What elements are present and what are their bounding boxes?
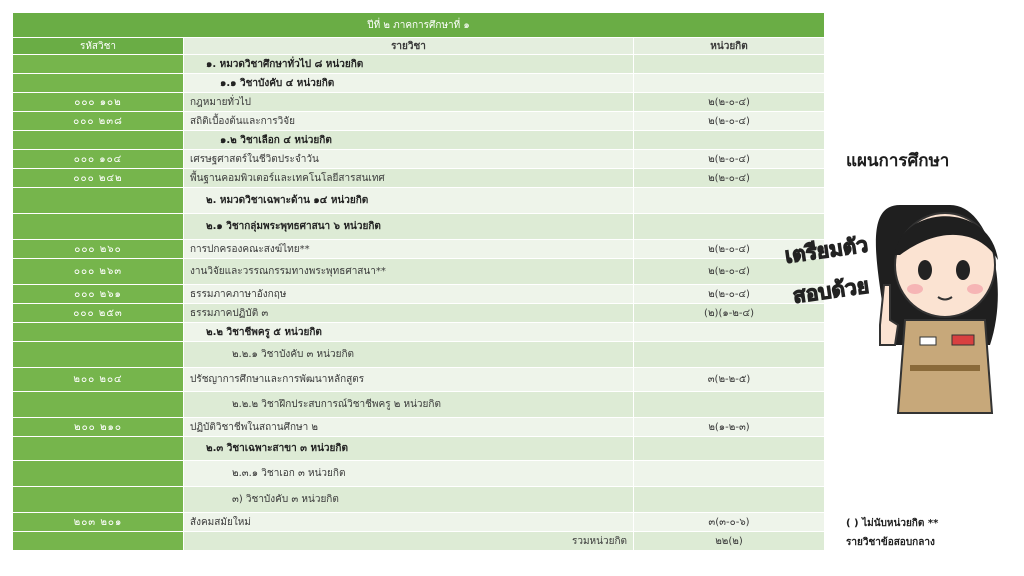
table-row: [13, 259, 825, 285]
course-credit: [634, 461, 825, 487]
table-row: [13, 437, 825, 461]
table-row: [13, 169, 825, 188]
course-code: [13, 437, 184, 461]
course-name: สังคมสมัยใหม่: [184, 513, 634, 532]
course-code: ๐๐๐ ๒๓๘: [13, 112, 184, 131]
course-code: ๒๐๐ ๒๐๔: [13, 368, 184, 392]
table-row: [13, 513, 825, 532]
course-code: ๒๐๓ ๒๐๑: [13, 513, 184, 532]
course-name: พื้นฐานคอมพิวเตอร์และเทคโนโลยีสารสนเทศ: [184, 169, 634, 188]
table-row: [13, 240, 825, 259]
course-credit: [634, 131, 825, 150]
course-name: ๒.๓ วิชาเฉพาะสาขา ๓ หน่วยกิต: [184, 437, 634, 461]
course-code: ๐๐๐ ๑๐๔: [13, 150, 184, 169]
course-credit: [634, 437, 825, 461]
table-title: ปีที่ ๒ ภาคการศึกษาที่ ๑: [13, 13, 825, 38]
course-credit: ๒๒(๒): [634, 532, 825, 551]
table-body: [13, 55, 825, 551]
bubble-line-1: เตรียมตัว: [783, 232, 870, 268]
header-credit: หน่วยกิต: [634, 38, 825, 55]
table-row: [13, 323, 825, 342]
course-code: [13, 188, 184, 214]
uniform-icon: [898, 320, 992, 413]
course-code: [13, 342, 184, 368]
course-code: [13, 487, 184, 513]
table-row: [13, 532, 825, 551]
course-name: ปรัชญาการศึกษาและการพัฒนาหลักสูตร: [184, 368, 634, 392]
course-credit: [634, 55, 825, 74]
table-row: [13, 131, 825, 150]
course-name: ๑. หมวดวิชาศึกษาทั่วไป ๘ หน่วยกิต: [184, 55, 634, 74]
course-name: ๓) วิชาบังคับ ๓ หน่วยกิต: [184, 487, 634, 513]
course-code: [13, 392, 184, 418]
course-name: งานวิจัยและวรรณกรรมทางพระพุทธศาสนา**: [184, 259, 634, 285]
plan-title: แผนการศึกษา: [846, 151, 950, 171]
course-name: ๑.๑ วิชาบังคับ ๔ หน่วยกิต: [184, 74, 634, 93]
course-credit: ๒(๒-๐-๔): [634, 93, 825, 112]
table-row: [13, 461, 825, 487]
course-code: [13, 532, 184, 551]
table-row: [13, 214, 825, 240]
course-credit: [634, 487, 825, 513]
legend-note: [846, 514, 938, 552]
course-name: ๒.๑ วิชากลุ่มพระพุทธศาสนา ๖ หน่วยกิต: [184, 214, 634, 240]
course-credit: ๒(๒-๐-๔): [634, 259, 825, 285]
course-credit: (๒)(๑-๒-๔): [634, 304, 825, 323]
course-name: เศรษฐศาสตร์ในชีวิตประจำวัน: [184, 150, 634, 169]
course-name: ๒.๒.๒ วิชาฝึกประสบการณ์วิชาชีพครู ๒ หน่วยกิต: [184, 392, 634, 418]
course-code: [13, 131, 184, 150]
study-plan-table: [12, 12, 825, 551]
course-credit: ๒(๒-๐-๔): [634, 169, 825, 188]
course-name: ๒.๓.๑ วิชาเอก ๓ หน่วยกิต: [184, 461, 634, 487]
course-credit: [634, 74, 825, 93]
header-code: รหัสวิชา: [13, 38, 184, 55]
course-credit: ๒(๒-๐-๔): [634, 285, 825, 304]
header-course: รายวิชา: [184, 38, 634, 55]
course-name: การปกครองคณะสงฆ์ไทย**: [184, 240, 634, 259]
speech-text: [783, 233, 870, 308]
course-name: ๑.๒ วิชาเลือก ๔ หน่วยกิต: [184, 131, 634, 150]
course-credit: ๒(๑-๒-๓): [634, 418, 825, 437]
table-row: [13, 285, 825, 304]
course-name: ปฏิบัติวิชาชีพในสถานศึกษา ๒: [184, 418, 634, 437]
course-code: [13, 55, 184, 74]
course-name: ธรรมภาคภาษาอังกฤษ: [184, 285, 634, 304]
bubble-line-2: สอบด้วย: [791, 273, 871, 308]
course-code: ๐๐๐ ๒๖๐: [13, 240, 184, 259]
course-code: ๐๐๐ ๒๔๒: [13, 169, 184, 188]
table-row: [13, 368, 825, 392]
course-code: [13, 214, 184, 240]
table-row: [13, 74, 825, 93]
course-name: ๒. หมวดวิชาเฉพาะด้าน ๑๔ หน่วยกิต: [184, 188, 634, 214]
note-line-1: ( ) ไม่นับหน่วยกิต **: [846, 518, 939, 529]
course-credit: ๒(๒-๐-๔): [634, 150, 825, 169]
table-row: [13, 487, 825, 513]
course-code: [13, 74, 184, 93]
table-row: [13, 188, 825, 214]
course-credit: ๒(๒-๐-๔): [634, 112, 825, 131]
course-name: ธรรมภาคปฏิบัติ ๓: [184, 304, 634, 323]
course-credit: ๓(๓-๐-๖): [634, 513, 825, 532]
table-row: [13, 93, 825, 112]
table-row: [13, 112, 825, 131]
teacher-mascot: [780, 185, 1020, 420]
course-name: กฎหมายทั่วไป: [184, 93, 634, 112]
course-name: สถิติเบื้องต้นและการวิจัย: [184, 112, 634, 131]
table-row: [13, 342, 825, 368]
course-code: ๒๐๐ ๒๑๐: [13, 418, 184, 437]
course-code: [13, 461, 184, 487]
table-row: [13, 304, 825, 323]
note-line-2: รายวิชาข้อสอบกลาง: [846, 537, 935, 548]
course-credit: ๓(๒-๒-๕): [634, 368, 825, 392]
table-row: [13, 55, 825, 74]
course-name: ๒.๒.๑ วิชาบังคับ ๓ หน่วยกิต: [184, 342, 634, 368]
table-row: [13, 150, 825, 169]
table-row: [13, 392, 825, 418]
course-code: ๐๐๐ ๒๕๓: [13, 304, 184, 323]
course-code: ๐๐๐ ๑๐๒: [13, 93, 184, 112]
course-code: ๐๐๐ ๒๖๑: [13, 285, 184, 304]
table-row: [13, 418, 825, 437]
course-code: [13, 323, 184, 342]
course-code: ๐๐๐ ๒๖๓: [13, 259, 184, 285]
course-credit: ๒(๒-๐-๔): [634, 240, 825, 259]
course-name: ๒.๒ วิชาชีพครู ๕ หน่วยกิต: [184, 323, 634, 342]
course-name: รวมหน่วยกิต: [184, 532, 634, 551]
